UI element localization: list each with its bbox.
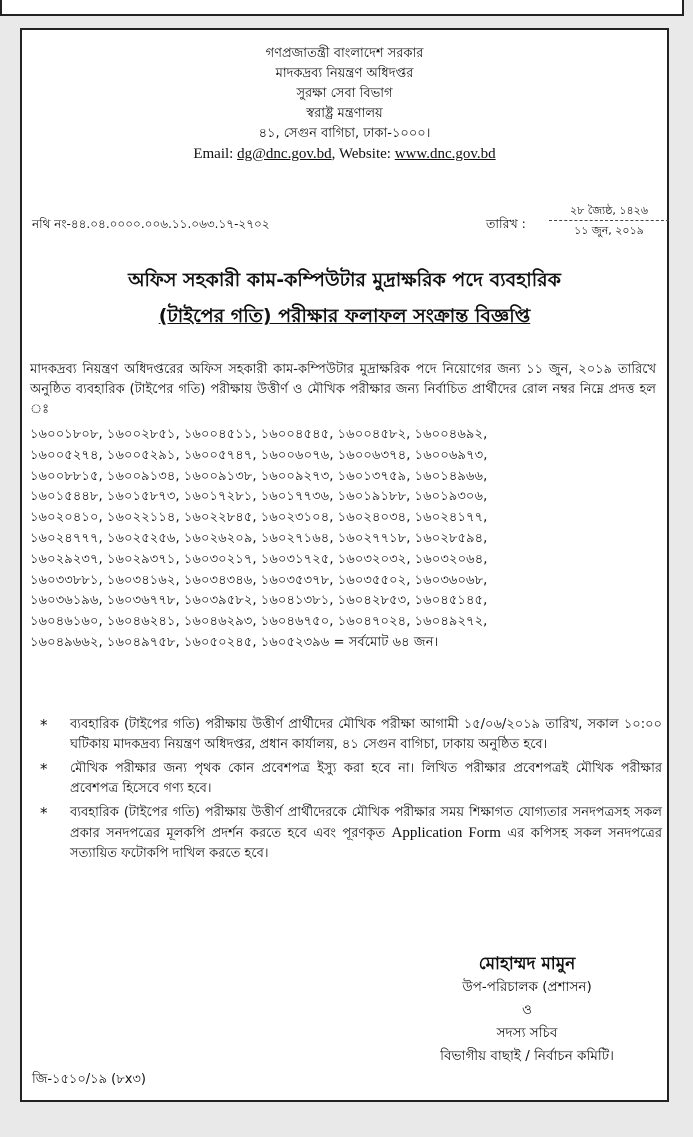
website-link[interactable]: www.dnc.gov.bd xyxy=(394,146,496,162)
instruction-item xyxy=(30,803,662,864)
instructions-list xyxy=(30,715,662,868)
address: ৪১, সেগুন বাগিচা, ঢাকা-১০০০। xyxy=(258,126,431,141)
date-english: ১১ জুন, ২০১৯ xyxy=(574,224,644,237)
govt-name: গণপ্রজাতন্ত্রী বাংলাদেশ সরকার xyxy=(265,46,424,61)
division-name: সুরক্ষা সেবা বিভাগ xyxy=(296,86,393,101)
roll-row: ১৬০০৫২৭৪, ১৬০০৫২৯১, ১৬০০৫৭৪৭, ১৬০০৬০৭৬, ১৬০০৬৩৭৪, ১৬০০৬৯৭৩, xyxy=(30,447,488,463)
date-label: তারিখ : xyxy=(486,216,526,231)
notice-title-line2 xyxy=(22,302,667,334)
email-label: Email: xyxy=(193,146,238,162)
signatory-role: সদস্য সচিব xyxy=(496,1025,558,1041)
ministry-name: স্বরাষ্ট্র মন্ত্রণালয় xyxy=(306,106,383,121)
signatory-name: মোহাম্মদ মামুন xyxy=(478,954,576,974)
instruction-text: ব্যবহারিক (টাইপের গতি) পরীক্ষায় উত্তীর্ণ প্রার্থীদের মৌখিক পরীক্ষা আগামী ১৫/০৬/২০১৯ তারিখ, সকাল ১০:০০ ঘটিকায় মাদকদ্রব্য নিয়ন্ত্রণ অধিদপ্তর, প্রধান কার্যালয়, ৪১ সেগুন বাগিচা, ঢাকায় অনুষ্ঠিত হবে। xyxy=(70,717,662,752)
application-form-text: Application Form xyxy=(391,825,501,841)
date-block xyxy=(549,204,669,238)
instruction-text: ব্যবহারিক (টাইপের গতি) পরীক্ষায় উত্তীর্ণ প্রার্থীদেরকে মৌখিক পরীক্ষার সময় শিক্ষাগত যোগ্যতার সনদপত্রসহ সকল প্রকার সনদপত্রের মূলকপি প্রদর্শন করতে হবে এবং পূরণকৃত xyxy=(70,805,662,841)
date-bangla: ২৮ জ্যৈষ্ঠ, ১৪২৬ xyxy=(549,204,669,221)
roll-row: ১৬০৩৩৮৮১, ১৬০৩৪১৬২, ১৬০৩৪৩৪৬, ১৬০৩৫৩৭৮, ১৬০৩৫৫০২, ১৬০৩৬০৬৮, xyxy=(30,572,488,588)
notice-title-line2-text: (টাইপের গতি) পরীক্ষার ফলাফল সংক্রান্ত বিজ্ঞপ্তি xyxy=(158,305,531,327)
letterhead xyxy=(22,44,667,164)
signatory-designation: উপ-পরিচালক (প্রশাসন) xyxy=(462,979,592,995)
notice-document xyxy=(20,28,669,1102)
notice-title-line1: অফিস সহকারী কাম-কম্পিউটার মুদ্রাক্ষরিক পদে ব্যবহারিক xyxy=(128,269,561,291)
roll-row: ১৬০১৫৪৪৮, ১৬০১৫৮৭৩, ১৬০১৭২৮১, ১৬০১৭৭৩৬, ১৬০১৯১৮৮, ১৬০১৯৩০৬, xyxy=(30,489,488,505)
roll-row: ১৬০০৮৮১৫, ১৬০০৯১৩৪, ১৬০০৯১৩৮, ১৬০০৯২৭৩, ১৬০১৩৭৫৯, ১৬০১৪৯৬৬, xyxy=(30,468,488,484)
roll-number-list xyxy=(30,425,662,654)
bullet-star-icon: * xyxy=(40,716,48,734)
roll-row: ১৬০০১৮০৮, ১৬০০২৮৫১, ১৬০০৪৫১১, ১৬০০৪৫৪৫, ১৬০০৪৫৮২, ১৬০০৪৬৯২, xyxy=(30,427,488,442)
instruction-text-end: এর কপিসহ সকল সনদপত্রের সত্যায়িত ফটোকপি দাখিল করতে হবে। xyxy=(70,826,662,861)
intro-paragraph: মাদকদ্রব্য নিয়ন্ত্রণ অধিদপ্তরের অফিস সহকারী কাম-কম্পিউটার মুদ্রাক্ষরিক পদে নিয়োগের জন্য ১১ জুন, ২০১৯ তারিখে অনুষ্ঠিত ব্যবহারিক (টাইপের গতি) পরীক্ষায় উত্তীর্ণ ও মৌখিক পরীক্ষার জন্য নির্বাচিত প্রার্থীদের রোল নম্বর নিম্নে প্রদত্ত হল ঃ xyxy=(30,362,656,417)
roll-row: ১৬০২৪৭৭৭, ১৬০২৫২৫৬, ১৬০২৬২০৯, ১৬০২৭১৬৪, ১৬০২৭৭১৮, ১৬০২৮৫৯৪, xyxy=(30,530,488,546)
roll-row: ১৬০২০৪১০, ১৬০২২১১৪, ১৬০২২৮৪৫, ১৬০২৩১০৪, ১৬০২৪০৩৪, ১৬০২৪১৭৭, xyxy=(30,510,488,526)
department-name: মাদকদ্রব্য নিয়ন্ত্রণ অধিদপ্তর xyxy=(275,66,414,81)
bullet-star-icon: * xyxy=(40,804,48,822)
conjunction: ও xyxy=(522,1002,532,1018)
instruction-text: মৌখিক পরীক্ষার জন্য পৃথক কোন প্রবেশপত্র ইস্যু করা হবে না। লিখিত পরীক্ষার প্রবেশপত্রই মৌখিক পরীক্ষার প্রবেশপত্র হিসেবে গণ্য হবে। xyxy=(70,761,662,796)
signature-block xyxy=(397,952,657,1068)
previous-page-edge xyxy=(0,0,684,16)
website-label: , Website: xyxy=(331,146,395,162)
roll-row: ১৬০৩৬১৯৬, ১৬০৩৬৭৭৮, ১৬০৩৯৫৮২, ১৬০৪১৩৮১, ১৬০৪২৮৫৩, ১৬০৪৫১৪৫, xyxy=(30,593,488,609)
reference-number: নথি নং-৪৪.০৪.০০০০.০০৬.১১.০৬৩.১৭-২৭০২ xyxy=(32,217,270,231)
email-link[interactable]: dg@dnc.gov.bd xyxy=(237,146,332,162)
committee-name: বিভাগীয় বাছাই / নির্বাচন কমিটি। xyxy=(440,1048,614,1064)
roll-row: ১৬০২৯২৩৭, ১৬০২৯৩৭১, ১৬০৩০২১৭, ১৬০৩১৭২৫, ১৬০৩২০৩২, ১৬০৩২০৬৪, xyxy=(30,551,488,567)
bullet-star-icon: * xyxy=(40,760,48,778)
instruction-item xyxy=(30,759,662,799)
roll-row: ১৬০৪৯৬৬২, ১৬০৪৯৭৫৮, ১৬০৫০২৪৫, ১৬০৫২৩৯৬ = সর্বমোট ৬৪ জন। xyxy=(30,634,439,650)
contact-line xyxy=(22,144,667,164)
memo-number: জি-১৫১০/১৯ (৮x৩) xyxy=(32,1072,146,1087)
roll-row: ১৬০৪৬১৬০, ১৬০৪৬২৪১, ১৬০৪৬২৯৩, ১৬০৪৬৭৫০, ১৬০৪৭০২৪, ১৬০৪৯২৭২, xyxy=(30,614,488,630)
instruction-item xyxy=(30,715,662,755)
